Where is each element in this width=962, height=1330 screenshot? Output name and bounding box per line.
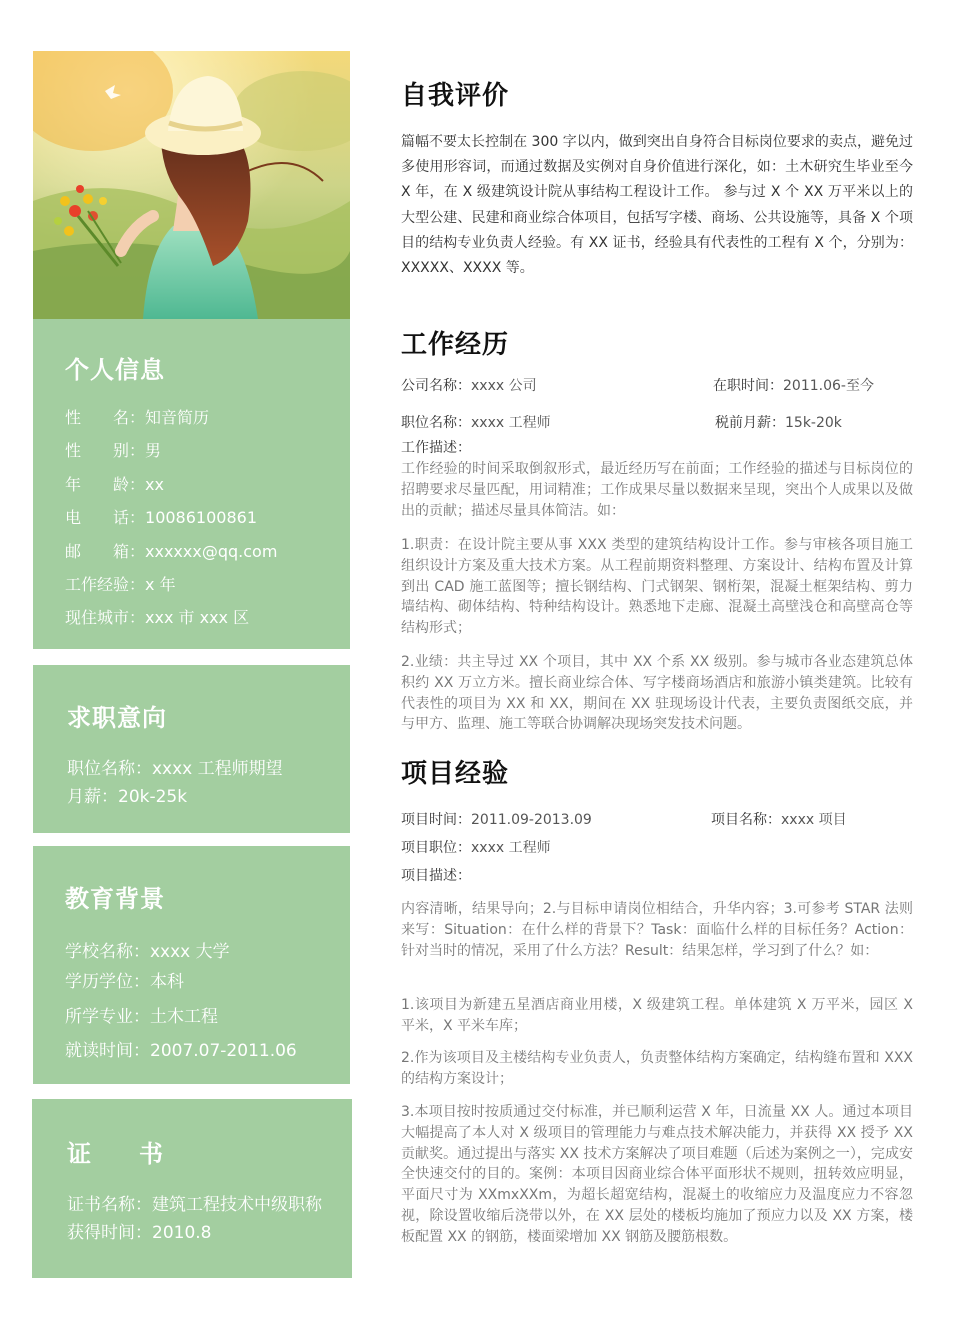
work-company: 公司名称：xxxx 公司: [401, 378, 537, 394]
work-desc-label: 工作描述：: [401, 440, 471, 456]
edu-row-period: 就读时间：2007.07-2011.06: [65, 1041, 297, 1061]
education-title: 教育背景: [65, 885, 165, 913]
edu-row-school: 学校名称：xxxx 大学: [65, 942, 230, 962]
job-intent-title: 求职意向: [67, 704, 167, 732]
project-name: 项目名称：xxxx 项目: [711, 812, 847, 828]
info-row-gender: 性 别：男: [65, 441, 162, 460]
info-row-email: 邮 箱：xxxxxx@qq.com: [65, 542, 278, 561]
project-role: 项目职位：xxxx 工程师: [401, 840, 551, 856]
personal-info-title: 个人信息: [65, 356, 165, 384]
cert-row-date: 获得时间：2010.8: [67, 1223, 212, 1243]
profile-photo: [33, 51, 350, 319]
education-panel: [33, 846, 350, 1084]
project-intro: 内容清晰，结果导向；2.与目标申请岗位相结合，升华内容；3.可参考 STAR 法则来写：Situation：在什么样的背景下？Task：面临什么样的目标任务？Action：针对当时的情况，采用了什么方法？Result：结果怎样，学习到了什么？如：: [401, 901, 913, 959]
project-title: 项目经验: [401, 759, 510, 789]
work-salary: 税前月薪：15k-20k: [715, 415, 842, 431]
profile-illustration: [33, 51, 350, 319]
intent-row-position: 职位名称：xxxx 工程师期望: [67, 759, 283, 779]
self-eval-title: 自我评价: [401, 81, 510, 111]
work-tenure: 在职时间：2011.06-至今: [713, 378, 874, 394]
edu-row-major: 所学专业：土木工程: [65, 1007, 218, 1027]
project-item-1: 1.该项目为新建五星酒店商业用楼，X 级建筑工程。单体建筑 X 万平米，园区 X 平米，X 平米车库；: [401, 997, 913, 1034]
certificate-title: 证 书: [67, 1140, 163, 1168]
work-achievement: 2.业绩：共主导过 XX 个项目，其中 XX 个系 XX 级别。参与城市各业态建筑总体积约 XX 万立方米。擅长商业综合体、写字楼商场酒店和旅游小镇类建筑。比较有代表性的项目为 XX 和 XX，期间在 XX 驻现场设计代表，主要负责图纸交底，并与甲方、监理、施工等联合协调解决现场突发技术问题。: [401, 654, 913, 733]
work-desc-intro: 工作经验的时间采取倒叙形式，最近经历写在前面；工作经验的描述与目标岗位的招聘要求尽量匹配，用词精准；工作成果尽量以数据来呈现，突出个人成果以及做出的贡献；描述尽量具体简洁。如：: [401, 461, 913, 519]
project-item-2: 2.作为该项目及主楼结构专业负责人，负责整体结构方案确定，结构缝布置和 XXX 的结构方案设计；: [401, 1050, 913, 1087]
project-item-3: 3.本项目按时按质通过交付标准，并已顺利运营 X 年，日流量 XX 人。通过本项目大幅提高了本人对 X 级项目的管理能力与难点技术解决能力，并获得 XX 授予 XX 贡献奖。通过提出与落实 XX 技术方案解决了项目难题（后述为案例之一），完成安全快速交付的目的。案例：本项目因商业综合体平面形状不规则，扭转效应明显，平面尺寸为 XXmxXXm，为超长超宽结构，混凝土的收缩应力及温度应力不容忽视，除设置收缩后浇带以外，在 XX 层处的楼板均施加了预应力以及 XX 方案，楼板配置 XX 的钢筋，楼面梁增加 XX 钢筋及腰筋根数。: [401, 1104, 913, 1245]
work-position: 职位名称：xxxx 工程师: [401, 415, 551, 431]
info-row-city: 现住城市：xxx 市 xxx 区: [65, 608, 250, 627]
job-intent-panel: [33, 665, 350, 833]
project-time: 项目时间：2011.09-2013.09: [401, 812, 592, 828]
edu-row-degree: 学历学位：本科: [65, 972, 184, 992]
info-row-experience: 工作经验：x 年: [65, 575, 176, 594]
personal-info-panel: [33, 319, 350, 649]
info-row-name: 性 名：知音简历: [65, 408, 210, 427]
info-row-phone: 电 话：10086100861: [65, 508, 257, 527]
project-desc-label: 项目描述：: [401, 868, 471, 884]
certificate-panel: [32, 1099, 352, 1278]
info-row-age: 年 龄：xx: [65, 475, 164, 494]
cert-row-name: 证书名称：建筑工程技术中级职称: [67, 1195, 322, 1215]
self-eval-text: 篇幅不要太长控制在 300 字以内，做到突出自身符合目标岗位要求的卖点，避免过多使用形容词，而通过数据及实例对自身价值进行深化，如：土木研究生毕业至今 X 年，在 X 级建筑设计院从事结构工程设计工作。 参与过 X 个 XX 万平米以上的大型公建、民建和商业综合体项目，包括写字楼、商场、公共设施等，具备 X 个项目的结构专业负责人经验。有 XX 证书，经验具有代表性的工程有 X 个，分别为：XXXXX、XXXX 等。: [401, 134, 913, 277]
work-title: 工作经历: [401, 330, 510, 360]
intent-row-salary: 月薪：20k-25k: [67, 787, 188, 807]
work-duty: 1.职责：在设计院主要从事 XXX 类型的建筑结构设计工作。参与审核各项目施工组织设计方案及重大技术方案。从工程前期资料整理、方案设计、结构布置及计算到出 CAD 施工蓝图等；擅长钢结构、门式钢架、钢桁架，混凝土框架结构、剪力墙结构、砌体结构、特种结构设计。熟悉地下走廊、混凝土高壁浅仓和高壁高仓等结构形式；: [401, 537, 913, 637]
